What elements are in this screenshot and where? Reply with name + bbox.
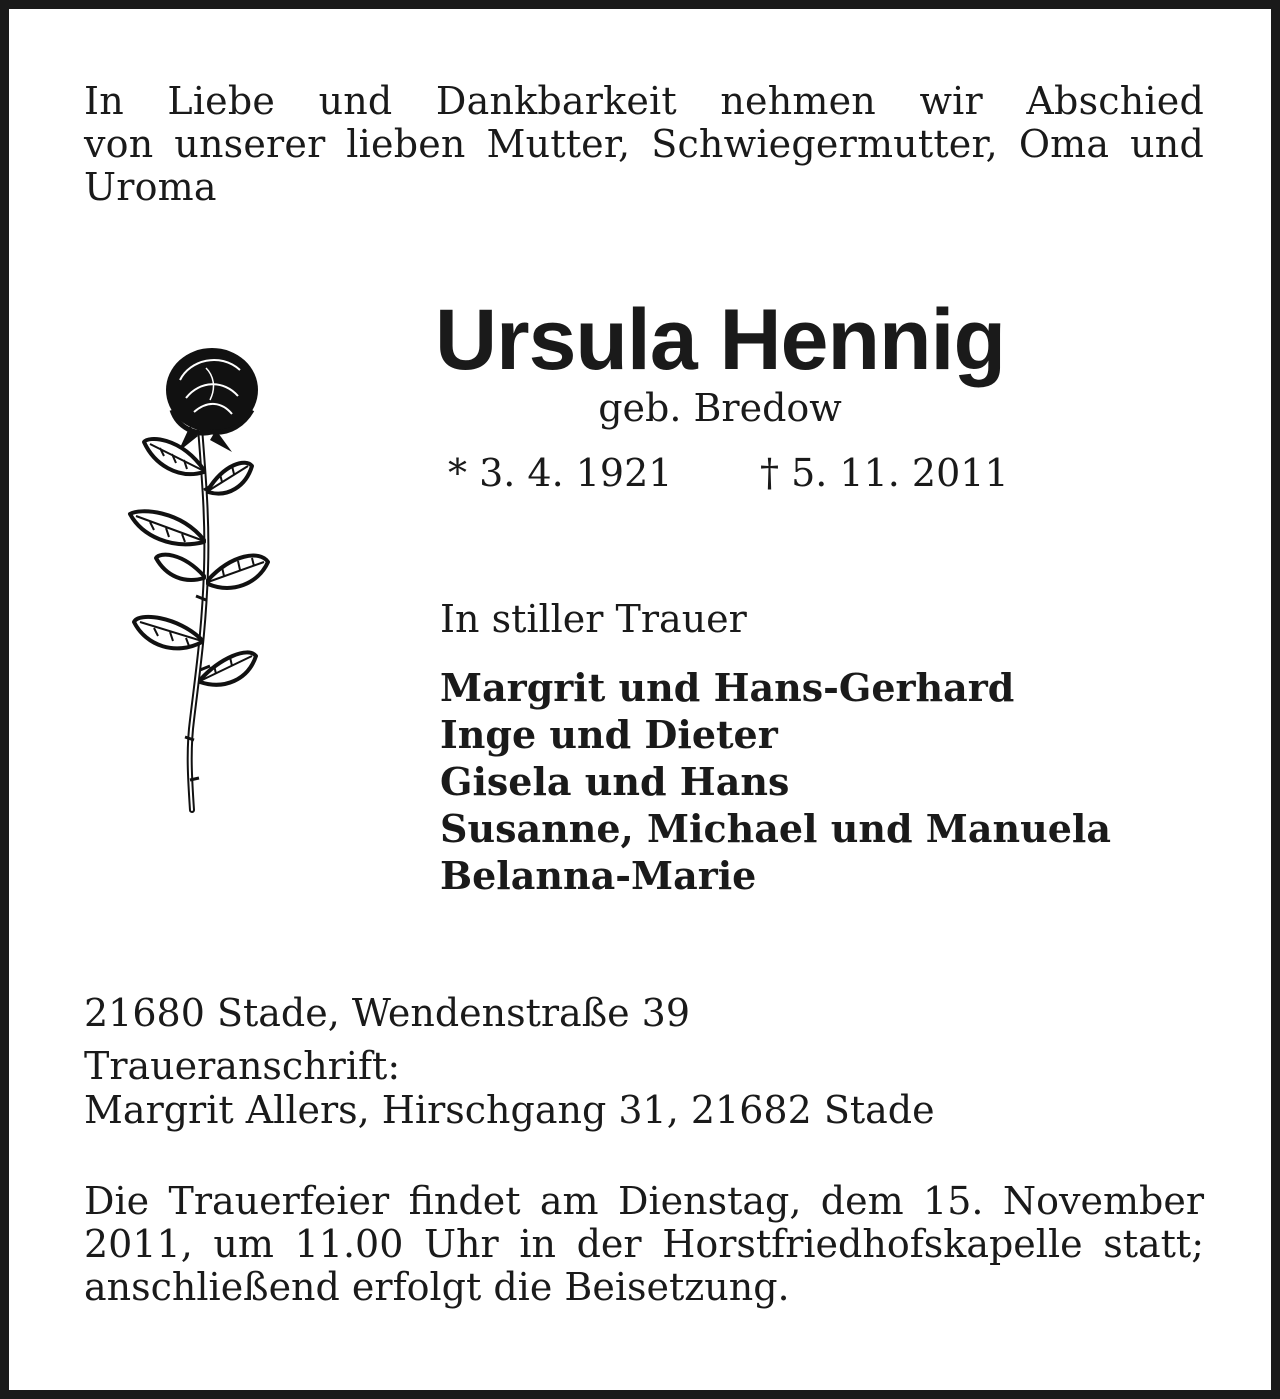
- condolence-label: Traueranschrift:: [84, 1044, 401, 1088]
- intro-line: Uroma: [84, 165, 217, 209]
- family-address: 21680 Stade, Wendenstraße 39: [84, 991, 690, 1035]
- death-date: † 5. 11. 2011: [760, 451, 1009, 495]
- mourner-name: Inge und Dieter: [440, 712, 778, 757]
- ceremony-line: Die Trauerfeier findet am Dienstag, dem 15. November: [84, 1179, 1204, 1223]
- ceremony-line: 2011, um 11.00 Uhr in der Horstfriedhofskapelle statt;: [84, 1222, 1204, 1266]
- intro-line: von unserer lieben Mutter, Schwiegermutter, Oma und: [84, 122, 1204, 166]
- mourner-name: Susanne, Michael und Manuela: [440, 806, 1111, 851]
- mourner-name: Margrit und Hans-Gerhard: [440, 665, 1015, 710]
- mourner-name: Belanna-Marie: [440, 853, 757, 898]
- mourning-heading: In stiller Trauer: [440, 597, 747, 641]
- condolence-value: Margrit Allers, Hirschgang 31, 21682 Stade: [84, 1088, 935, 1132]
- birth-date: * 3. 4. 1921: [448, 451, 673, 495]
- deceased-name: Ursula Hennig: [435, 292, 1005, 388]
- mourner-name: Gisela und Hans: [440, 759, 790, 804]
- ceremony-text: [84, 1180, 1204, 1309]
- mourner-list: [440, 664, 1111, 899]
- rose-icon: [120, 340, 280, 820]
- ceremony-line: anschließend erfolgt die Beisetzung.: [84, 1265, 790, 1309]
- birth-name: geb. Bredow: [598, 386, 842, 430]
- condolence-address: [84, 1044, 935, 1132]
- intro-text: [84, 80, 1204, 209]
- intro-line: In Liebe und Dankbarkeit nehmen wir Abschied: [84, 79, 1204, 123]
